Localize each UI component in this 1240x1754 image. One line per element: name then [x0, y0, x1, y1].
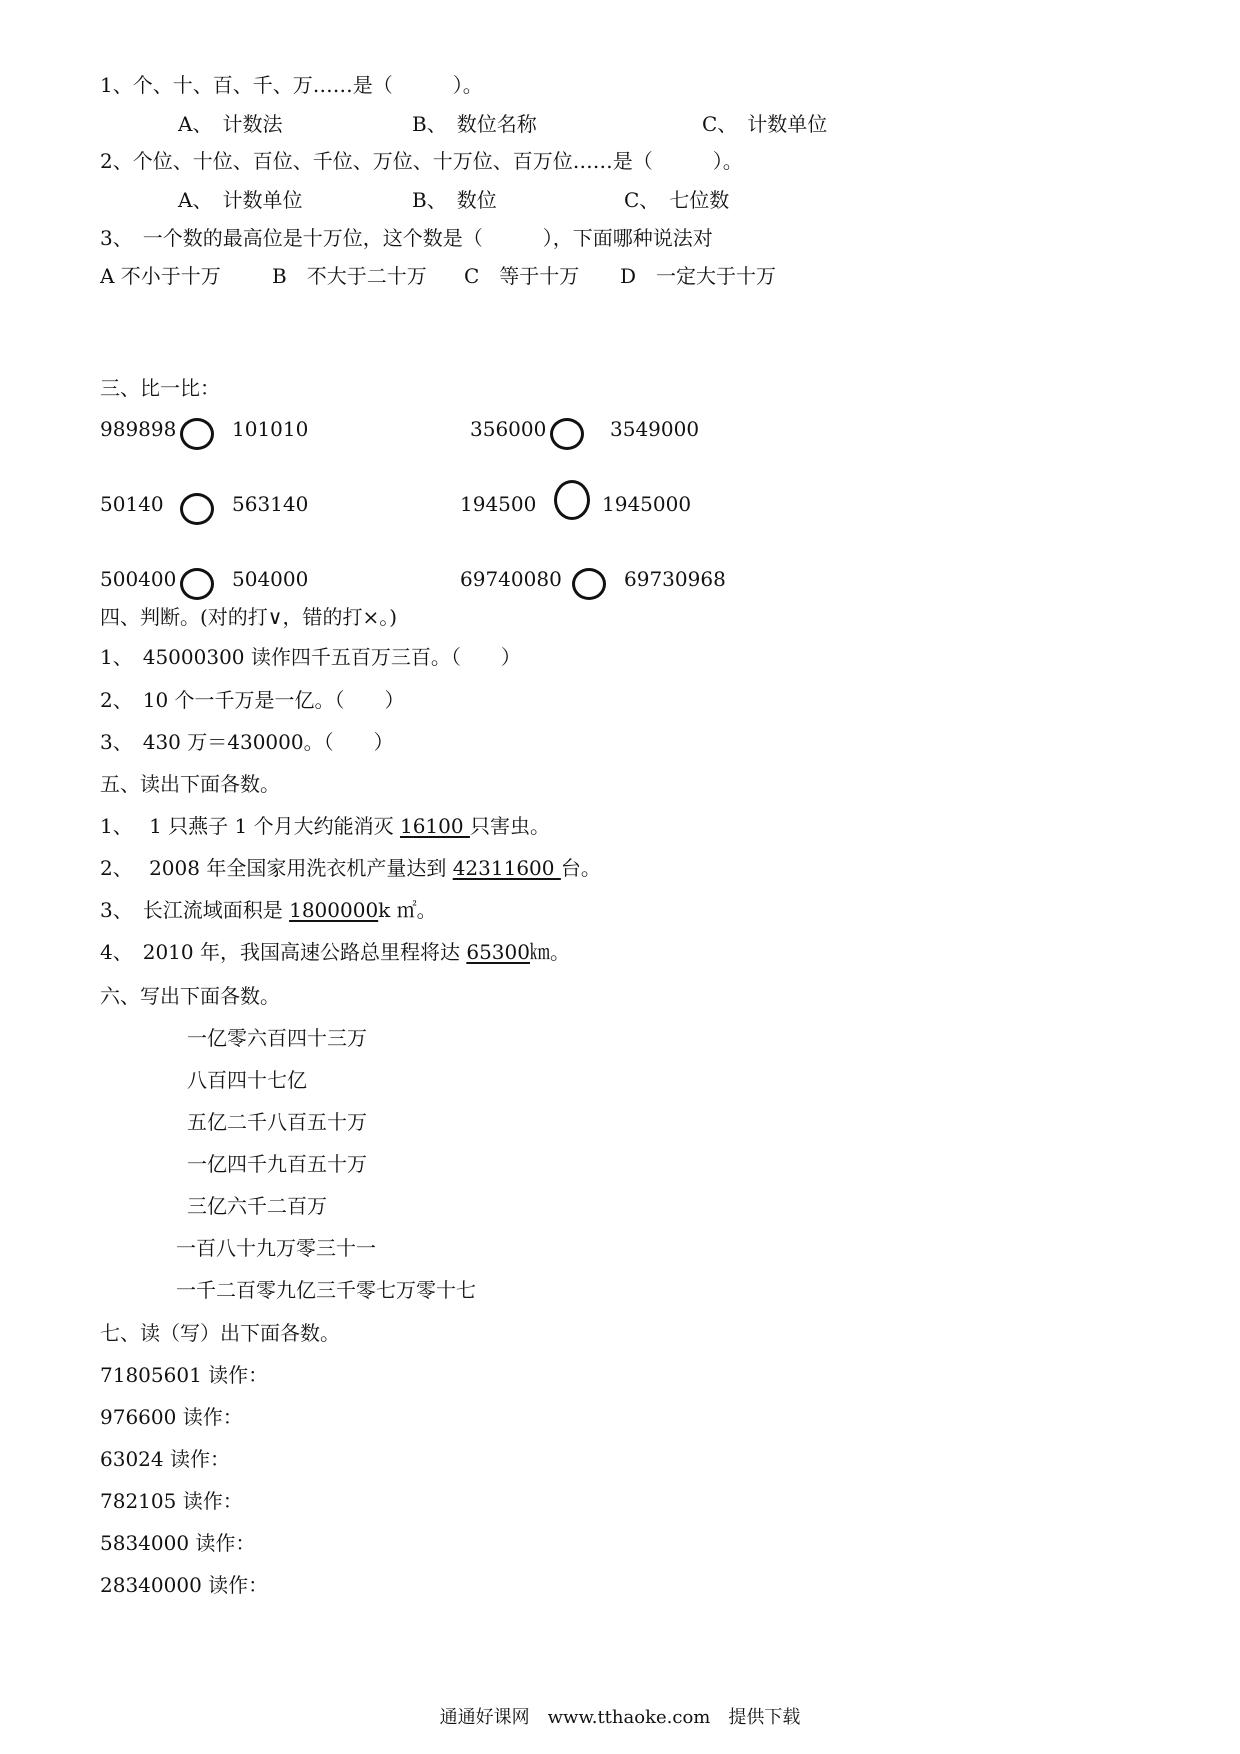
- question-2-option-b: B、 数位: [412, 188, 497, 212]
- read-item-number: 1800000: [289, 898, 379, 922]
- write-item: 一亿四千九百五十万: [187, 1152, 367, 1176]
- question-3-option-d: D 一定大于十万: [620, 264, 777, 288]
- compare-left: 194500: [460, 492, 537, 516]
- read-write-item: 782105 读作：: [100, 1489, 243, 1513]
- section-4-heading: 四、判断。(对的打∨，错的打×。): [100, 605, 398, 629]
- question-3-option-a: A 不小于十万: [100, 264, 221, 288]
- read-item-text: 1、 1 只燕子 1 个月大约能消灭: [100, 814, 400, 838]
- compare-left: 989898: [100, 417, 177, 441]
- page-footer: 通通好课网 www.tthaoke.com 提供下载: [439, 1707, 801, 1728]
- read-item-text: 台。: [560, 856, 601, 880]
- judge-item: 3、 430 万＝430000。（ ）: [100, 730, 394, 754]
- read-item-text: k ㎡。: [378, 898, 437, 922]
- section-3-heading: 三、比一比：: [100, 376, 220, 400]
- question-3-option-c: C 等于十万: [464, 264, 580, 288]
- write-item: 一亿零六百四十三万: [187, 1026, 367, 1050]
- section-7-heading: 七、读（写）出下面各数。: [100, 1321, 340, 1345]
- read-item: [100, 855, 601, 881]
- question-3: 3、 一个数的最高位是十万位，这个数是（ ），下面哪种说法对: [100, 226, 713, 250]
- read-item: [100, 813, 550, 839]
- question-1-option-c: C、 计数单位: [702, 112, 828, 136]
- write-item: 五亿二千八百五十万: [187, 1110, 367, 1134]
- compare-right: 504000: [232, 567, 309, 591]
- write-item: 三亿六千二百万: [187, 1194, 327, 1218]
- compare-circle[interactable]: [550, 418, 584, 450]
- read-write-item: 5834000 读作：: [100, 1531, 256, 1555]
- read-item: [100, 897, 437, 923]
- read-item-text: 只害虫。: [469, 814, 550, 838]
- read-item-text: 2、 2008 年全国家用洗衣机产量达到: [100, 856, 453, 880]
- compare-circle[interactable]: [180, 493, 214, 525]
- write-item: 一百八十九万零三十一: [176, 1236, 376, 1260]
- read-write-item: 71805601 读作：: [100, 1363, 269, 1387]
- compare-circle[interactable]: [572, 568, 606, 600]
- compare-right: 69730968: [624, 567, 726, 591]
- compare-left: 356000: [470, 417, 547, 441]
- write-item: 八百四十七亿: [187, 1068, 307, 1092]
- read-write-item: 63024 读作：: [100, 1447, 230, 1471]
- question-1-option-b: B、 数位名称: [412, 112, 537, 136]
- section-6-heading: 六、写出下面各数。: [100, 984, 280, 1008]
- compare-circle[interactable]: [180, 568, 214, 600]
- compare-circle[interactable]: [554, 480, 590, 520]
- compare-right: 101010: [232, 417, 309, 441]
- section-5-heading: 五、读出下面各数。: [100, 772, 280, 796]
- compare-circle[interactable]: [180, 418, 214, 450]
- write-item: 一千二百零九亿三千零七万零十七: [176, 1278, 476, 1302]
- question-2-option-a: A、 计数单位: [178, 188, 303, 212]
- judge-item: 2、 10 个一千万是一亿。（ ）: [100, 688, 405, 712]
- compare-right: 3549000: [610, 417, 700, 441]
- read-item-number: 42311600: [452, 856, 561, 880]
- read-item-number: 65300: [466, 940, 530, 964]
- read-item-text: 4、 2010 年，我国高速公路总里程将达: [100, 940, 467, 964]
- read-item-text: 3、 长江流域面积是: [100, 898, 290, 922]
- read-write-item: 28340000 读作：: [100, 1573, 269, 1597]
- compare-left: 69740080: [460, 567, 562, 591]
- compare-right: 1945000: [602, 492, 692, 516]
- question-2-option-c: C、 七位数: [624, 188, 730, 212]
- read-item-number: 16100: [399, 814, 470, 838]
- read-item: [100, 939, 570, 965]
- compare-left: 500400: [100, 567, 177, 591]
- read-write-item: 976600 读作：: [100, 1405, 243, 1429]
- question-1-option-a: A、 计数法: [178, 112, 283, 136]
- question-1: 1、个、十、百、千、万……是（ ）。: [100, 73, 483, 97]
- question-2: 2、个位、十位、百位、千位、万位、十万位、百万位……是（ ）。: [100, 149, 743, 173]
- read-item-text: ㎞。: [529, 940, 570, 964]
- judge-item: 1、 45000300 读作四千五百万三百。（ ）: [100, 645, 521, 669]
- question-3-option-b: B 不大于二十万: [272, 264, 427, 288]
- compare-left: 50140: [100, 492, 164, 516]
- compare-right: 563140: [232, 492, 309, 516]
